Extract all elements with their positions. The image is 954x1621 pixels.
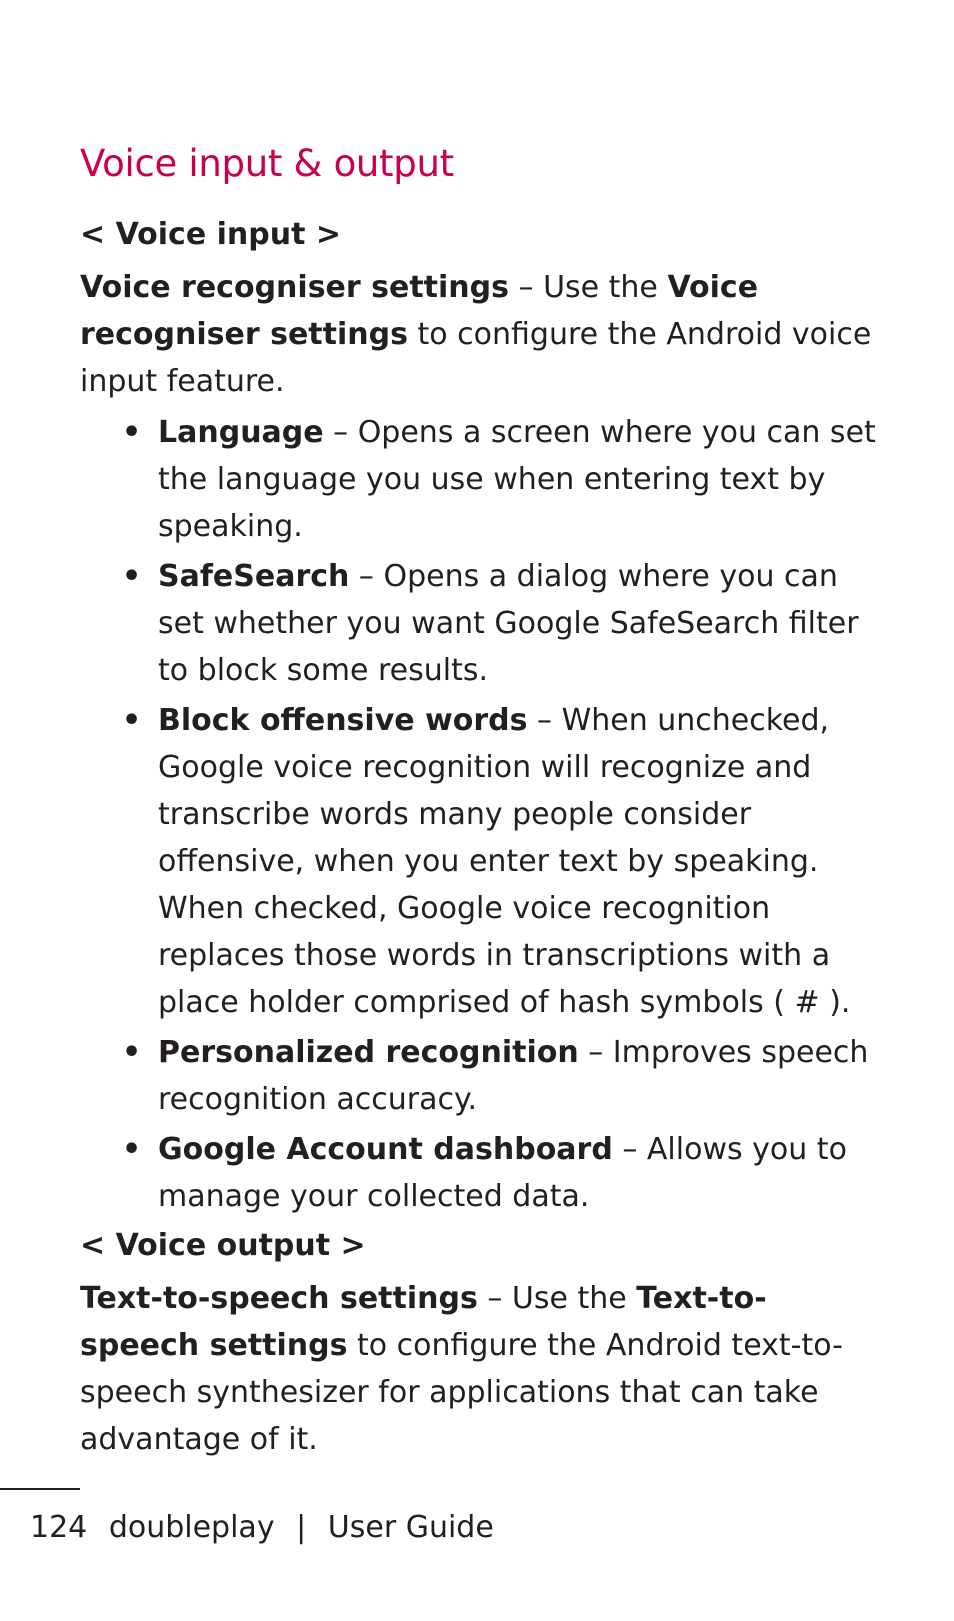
list-item-term: Language	[158, 415, 324, 450]
bullet-icon: •	[122, 703, 142, 738]
tts-settings-term-2: Text-to-speech settings	[80, 1281, 767, 1363]
list-item-personalized-recognition	[122, 1029, 880, 1123]
footer-separator: |	[296, 1510, 307, 1545]
voice-output-heading: < Voice output >	[80, 1228, 366, 1263]
bullet-icon: •	[122, 1132, 142, 1167]
voice-recogniser-term-2: Voice recogniser settings	[80, 270, 759, 352]
list-item-safesearch	[122, 553, 880, 694]
list-item-term: SafeSearch	[158, 559, 350, 594]
list-item-desc: – Opens a dialog where you can set whether you want Google SafeSearch filter to block some results.	[158, 559, 859, 688]
voice-output-intro	[80, 1275, 880, 1463]
bullet-icon: •	[122, 559, 142, 594]
page-number: 124	[30, 1510, 88, 1545]
voice-input-intro	[80, 264, 880, 405]
list-item-google-account-dashboard	[122, 1126, 880, 1220]
list-item-desc: – When unchecked, Google voice recognition will recognize and transcribe words many people consider offensive, when you enter text by speaking. When checked, Google voice recognition replaces those words in transcriptions with a place holder comprised of hash symbols ( # ).	[158, 703, 851, 1020]
list-item-language	[122, 409, 880, 550]
list-item-term: Block offensive words	[158, 703, 528, 738]
voice-output-intro-text-1: – Use the	[477, 1281, 637, 1316]
voice-recogniser-term: Voice recogniser settings	[80, 270, 509, 305]
list-item-desc: – Allows you to manage your collected data.	[158, 1132, 847, 1214]
list-item-term: Personalized recognition	[158, 1035, 579, 1070]
voice-input-heading: < Voice input >	[80, 217, 342, 252]
bullet-icon: •	[122, 1035, 142, 1070]
voice-input-options-list	[80, 409, 880, 1220]
footer-rule	[0, 1488, 80, 1490]
footer-product: doubleplay	[108, 1510, 275, 1545]
voice-input-intro-text-2: to configure the Android voice input feature.	[80, 317, 872, 399]
footer-guide: User Guide	[327, 1510, 494, 1545]
list-item-block-offensive-words	[122, 697, 880, 1026]
voice-input-intro-text-1: – Use the	[509, 270, 668, 305]
page-content	[80, 138, 880, 1463]
list-item-desc: – Improves speech recognition accuracy.	[158, 1035, 869, 1117]
section-title: Voice input & output	[80, 142, 454, 185]
bullet-icon: •	[122, 415, 142, 450]
tts-settings-term: Text-to-speech settings	[80, 1281, 478, 1316]
list-item-term: Google Account dashboard	[158, 1132, 613, 1167]
page-footer	[30, 1508, 506, 1548]
voice-output-intro-text-2: to configure the Android text-to-speech synthesizer for applications that can take advantage of it.	[80, 1328, 843, 1457]
list-item-desc: – Opens a screen where you can set the language you use when entering text by speaking.	[158, 415, 876, 544]
